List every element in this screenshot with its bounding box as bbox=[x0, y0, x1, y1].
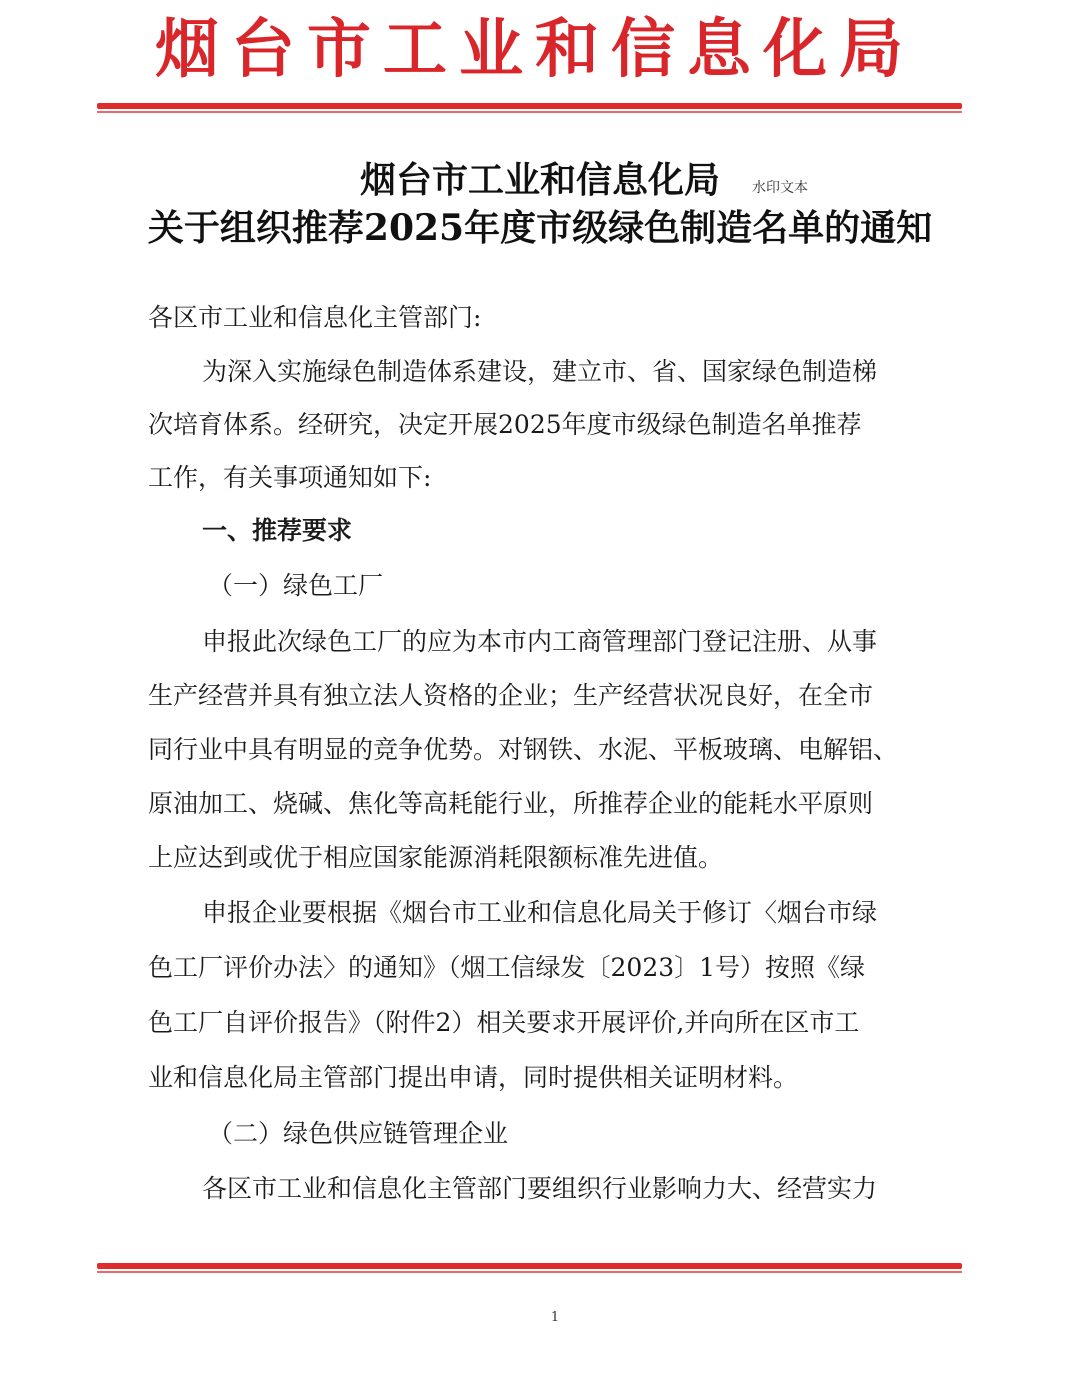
subsection-heading: （二）绿色供应链管理企业 bbox=[208, 1119, 509, 1148]
body-line: 次培育体系。经研究，决定开展2025年度市级绿色制造名单推荐 bbox=[148, 410, 862, 439]
page-number: 1 bbox=[550, 1310, 560, 1325]
body-line: 原油加工、烧碱、焦化等高耗能行业，所推荐企业的能耗水平原则 bbox=[148, 789, 874, 818]
body-line: 同行业中具有明显的竞争优势。对钢铁、水泥、平板玻璃、电解铝、 bbox=[148, 735, 899, 764]
body-line: 申报此次绿色工厂的应为本市内工商管理部门登记注册、从事 bbox=[202, 627, 878, 656]
title-line-1: 烟台市工业和信息化局 bbox=[359, 159, 720, 201]
body-line: 工作，有关事项通知如下: bbox=[148, 463, 432, 492]
section-heading: 一、推荐要求 bbox=[202, 516, 353, 545]
title-line-2: 关于组织推荐2025年度市级绿色制造名单的通知 bbox=[147, 207, 933, 249]
letterhead-rule bbox=[97, 103, 962, 109]
body-line: 上应达到或优于相应国家能源消耗限额标准先进值。 bbox=[148, 843, 724, 872]
body-line: 为深入实施绿色制造体系建设，建立市、省、国家绿色制造梯 bbox=[202, 357, 878, 386]
body-line: 色工厂评价办法〉的通知》（烟工信绿发〔2023〕1号）按照《绿 bbox=[148, 953, 866, 982]
subsection-heading: （一）绿色工厂 bbox=[208, 571, 384, 600]
body-line: 申报企业要根据《烟台市工业和信息化局关于修订〈烟台市绿 bbox=[202, 898, 878, 927]
salutation: 各区市工业和信息化主管部门: bbox=[148, 303, 482, 332]
footer-rule bbox=[97, 1263, 962, 1269]
body-line: 色工厂自评价报告》（附件2）相关要求开展评价,并向所在区市工 bbox=[148, 1008, 860, 1037]
body-line: 生产经营并具有独立法人资格的企业；生产经营状况良好，在全市 bbox=[148, 681, 874, 710]
body-line: 各区市工业和信息化主管部门要组织行业影响力大、经营实力 bbox=[202, 1174, 878, 1203]
body-line: 业和信息化局主管部门提出申请，同时提供相关证明材料。 bbox=[148, 1063, 799, 1092]
letterhead: 烟台市工业和信息化局 bbox=[155, 13, 915, 87]
watermark-text: 水印文本 bbox=[752, 180, 808, 196]
